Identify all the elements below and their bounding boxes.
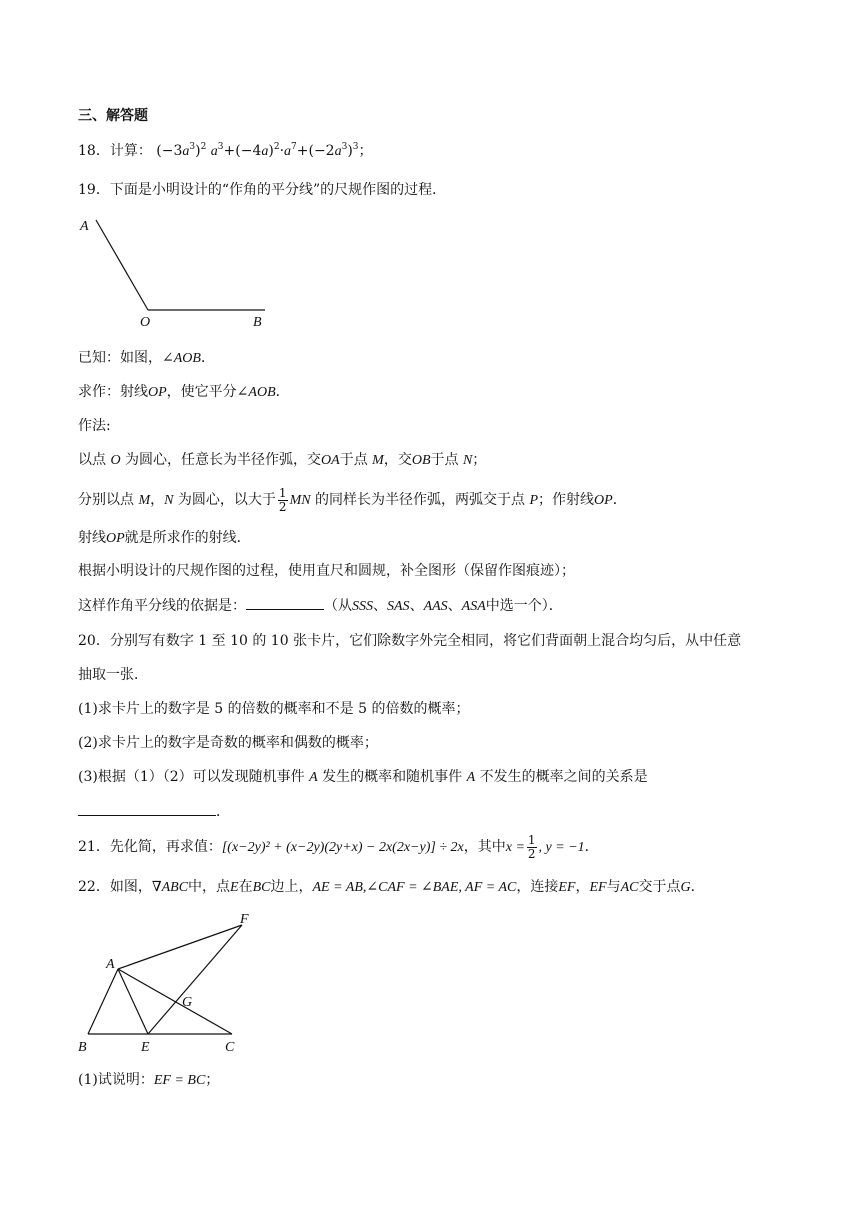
question-number: 18． <box>78 143 110 159</box>
label-a: A <box>80 219 89 234</box>
segment-ac <box>118 969 232 1034</box>
ray-oa <box>96 220 148 310</box>
q21-expression: [(x−2y)² + (x−2y)(2y+x) − 2x(2x−y)] ÷ 2x <box>221 840 464 855</box>
q19-step-3: 射线OP就是所求作的射线． <box>78 530 251 546</box>
label-c: C <box>225 1040 235 1055</box>
angle-aob-figure <box>70 210 280 335</box>
question-19: 19．下面是小明设计的“作角的平分线”的尺规作图的过程． <box>78 182 447 198</box>
label-a: A <box>106 957 115 972</box>
q22-part-1: (1)试说明：EF = BC； <box>78 1072 220 1088</box>
segment-ab <box>88 969 118 1034</box>
answer-blank[interactable] <box>246 595 324 610</box>
fraction-one-half: $\frac{1}{2}$ <box>527 832 536 861</box>
q19-method: 作法: <box>78 418 111 434</box>
q20-part-3: (3)根据（1）（2）可以发现随机事件 A 发生的概率和随机事件 A 不发生的概率之间的关系是 <box>78 769 648 785</box>
question-21: 21．先化简，再求值：[(x−2y)² + (x−2y)(2y+x) − 2x(2x−y)] ÷ 2x，其中x = $\frac{1}{2}$ , y = −1． <box>78 832 599 861</box>
triangle-abc-figure <box>70 905 260 1055</box>
question-lead: 计算： <box>109 143 152 159</box>
segment-ae <box>118 969 148 1034</box>
q20-part-2: (2)求卡片上的数字是奇数的概率和偶数的概率； <box>78 735 378 751</box>
q20-line-2: 抽取一张． <box>78 667 148 683</box>
question-22: 22．如图，∇ABC中，点E在BC边上，AE = AB,∠CAF = ∠BAE, AF = AC，连接EF，EF与AC交于点G． <box>78 879 705 895</box>
q19-ask: 求作：射线OP，使它平分∠AOB． <box>78 384 290 400</box>
q19-basis: 这样作角平分线的依据是： （从SSS、SAS、AAS、ASA中选一个）． <box>78 595 563 617</box>
answer-blank[interactable] <box>78 801 216 816</box>
label-g: G <box>182 995 193 1010</box>
label-e: E <box>141 1040 150 1055</box>
q19-task: 根据小明设计的尺规作图的过程，使用直尺和圆规，补全图形（保留作图痕迹）； <box>78 563 575 579</box>
q18-expression: $(-3a^3)^2$ $a^3+(-4a)^2\cdot a^7+(-2a^3)^3$； <box>156 142 373 159</box>
label-b: B <box>253 315 262 330</box>
q19-step-1: 以点 O 为圆心，任意长为半径作弧，交OA于点 M，交OB于点 N； <box>78 452 487 468</box>
q20-answer-line: ． <box>78 801 230 822</box>
question-20: 20．分别写有数字 1 至 10 的 10 张卡片，它们除数字外完全相同，将它们背面朝上混合均匀后，从中任意 <box>78 633 742 649</box>
section-title: 三、解答题 <box>78 108 148 124</box>
q20-part-1: (1)求卡片上的数字是 5 的倍数的概率和不是 5 的倍数的概率； <box>78 701 470 717</box>
label-b: B <box>78 1040 87 1055</box>
q19-known: 已知：如图，∠AOB． <box>78 350 215 366</box>
fraction-one-half: $\frac{1}{2}$ <box>278 485 287 514</box>
label-o: O <box>140 315 151 330</box>
q19-step-2: 分别以点 M，N 为圆心，以大于 $\frac{1}{2}$ MN 的同样长为半径作弧，两弧交于点 P；作射线OP． <box>78 485 627 514</box>
question-18 <box>78 141 373 162</box>
label-f: F <box>240 912 249 927</box>
